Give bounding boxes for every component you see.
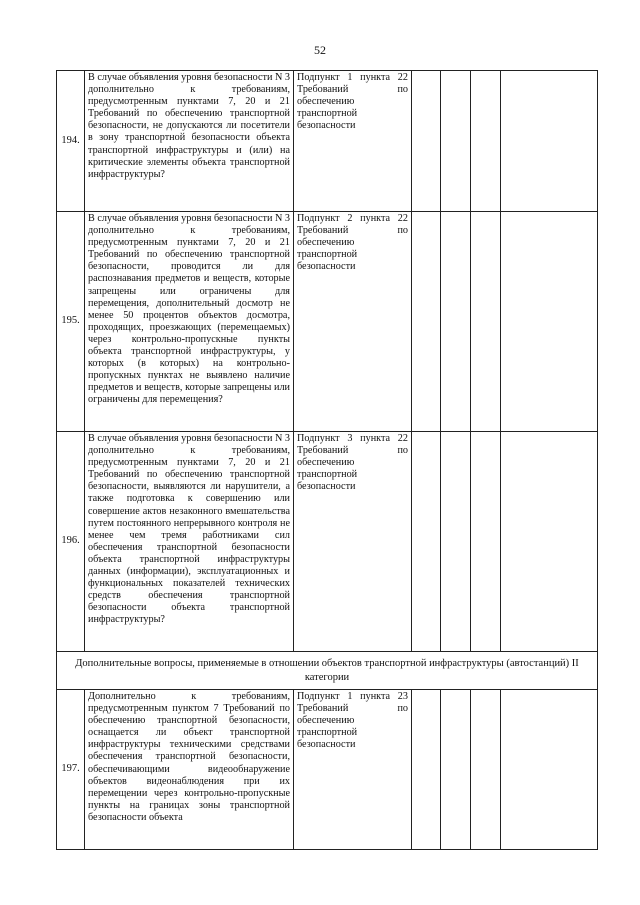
table-row bbox=[57, 212, 598, 432]
row-number: 196. bbox=[57, 432, 85, 652]
question-text: В случае объявления уровня безопасности N 3 дополнительно к требованиям, предусмотренным пунктами 7, 20 и 21 Требований по обеспечению транспортной безопасности, проводится ли для распознавания предметов и веществ, которые запрещены или ограничены для перемещения, дополнительный досмотр не менее 50 процентов объектов досмотра, проходящих, проезжающих (перемещаемых) через контрольно-пропускные пункты объекта транспортной инфраструктуры, у которых (в которых) на контрольно-пропускных пунктах не выявлено наличие предметов и веществ, которые запрещены или ограничены для перемещения? bbox=[85, 212, 294, 432]
notes-cell bbox=[501, 71, 598, 212]
answer-cell-no bbox=[441, 212, 471, 432]
row-number: 195. bbox=[57, 212, 85, 432]
notes-cell bbox=[501, 212, 598, 432]
question-text: В случае объявления уровня безопасности N 3 дополнительно к требованиям, предусмотренным пунктами 7, 20 и 21 Требований по обеспечению транспортной безопасности, выявляются ли нарушители, а также подготовка к совершению или совершение актов незаконного вмешательства путем постоянного непрерывного контроля не менее чем тремя работниками сил обеспечения транспортной безопасности объекта транспортной инфраструктуры данных (информации), эксплуатационных и функциональных показателей технических средств обеспечения транспортной безопасности объекта транспортной инфраструктуры? bbox=[85, 432, 294, 652]
answer-cell-na bbox=[471, 432, 501, 652]
reference-text: Подпункт 1 пункта 23 Требований по обеспечению транспортной безопасности bbox=[294, 690, 412, 850]
notes-cell bbox=[501, 432, 598, 652]
section-heading-row bbox=[57, 652, 598, 690]
answer-cell-no bbox=[441, 690, 471, 850]
page-number: 52 bbox=[314, 43, 326, 57]
answer-cell-no bbox=[441, 71, 471, 212]
row-number: 194. bbox=[57, 71, 85, 212]
row-number: 197. bbox=[57, 690, 85, 850]
answer-cell-na bbox=[471, 690, 501, 850]
answer-cell-yes bbox=[412, 71, 441, 212]
table-row bbox=[57, 432, 598, 652]
question-text: Дополнительно к требованиям, предусмотренным пунктом 7 Требований по обеспечению транспортной безопасности, оснащается ли объект транспортной инфраструктуры техническими средствами обеспечения транспортной безопасности, обеспечивающими видеообнаружение объектов видеонаблюдения при их перемещении через контрольно-пропускные пункты на границах зоны транспортной безопасности объекта bbox=[88, 691, 290, 823]
reference-text: Подпункт 3 пункта 22 Требований по обеспечению транспортной безопасности bbox=[294, 432, 412, 652]
reference-text: Подпункт 2 пункта 22 Требований по обеспечению транспортной безопасности bbox=[294, 212, 412, 432]
answer-cell-yes bbox=[412, 212, 441, 432]
answer-cell-no bbox=[441, 432, 471, 652]
question-cell bbox=[85, 690, 294, 850]
answer-cell-yes bbox=[412, 690, 441, 850]
reference-text: Подпункт 1 пункта 22 Требований по обеспечению транспортной безопасности bbox=[294, 71, 412, 212]
question-text: В случае объявления уровня безопасности N 3 дополнительно к требованиям, предусмотренным пунктами 7, 20 и 21 Требований по обеспечению транспортной безопасности, не допускаются ли посетители в зону транспортной безопасности объекта транспортной инфраструктуры и (или) на критические элементы объекта транспортной инфраструктуры? bbox=[85, 71, 294, 212]
checklist-table bbox=[56, 70, 598, 850]
answer-cell-na bbox=[471, 212, 501, 432]
table-row bbox=[57, 71, 598, 212]
section-heading: Дополнительные вопросы, применяемые в отношении объектов транспортной инфраструктуры (автостанций) II категории bbox=[57, 652, 598, 690]
table-row bbox=[57, 690, 598, 850]
notes-cell bbox=[501, 690, 598, 850]
answer-cell-yes bbox=[412, 432, 441, 652]
answer-cell-na bbox=[471, 71, 501, 212]
